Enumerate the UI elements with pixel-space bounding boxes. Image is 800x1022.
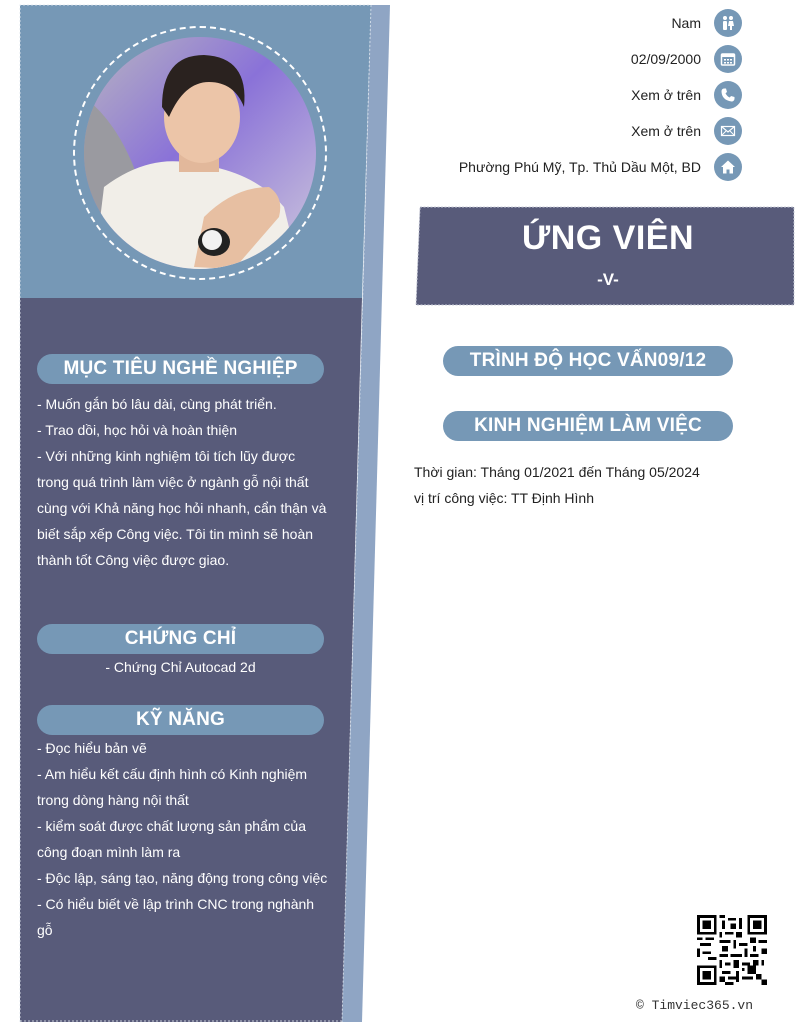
avatar [73,26,327,280]
contact-address [459,152,742,182]
skills-content [37,735,329,943]
objective-content [37,391,329,573]
contact-gender [671,8,742,38]
experience-line: vị trí công việc: TT Định Hình [414,490,594,506]
candidate-name: ỨNG VIÊN [521,219,694,257]
skill-line: - Độc lập, sáng tạo, năng động trong công việc [37,870,328,886]
objective-line: - Muốn gắn bó lâu dài, cùng phát triển. [37,396,277,412]
contact-birthday [631,44,742,74]
mail-icon [714,117,742,145]
objective-line: - Với những kinh nghiệm tôi tích lũy được trong quá trình làm việc ở ngành gỗ nội thất cùng với Khả năng học hỏi nhanh, cẩn thận và biết sắp xếp Công việc. Tôi tin mình sẽ hoàn thành tốt Công việc được giao. [37,448,327,568]
skills-heading: KỸ NĂNG [37,705,324,735]
experience-line: Thời gian: Tháng 01/2021 đến Tháng 05/2024 [414,464,700,480]
phone-icon [714,81,742,109]
skill-line: - Có hiểu biết về lập trình CNC trong nghành gỗ [37,896,315,938]
skill-line: - Đọc hiểu bản vẽ [37,740,147,756]
candidate-position: -V- [597,270,619,289]
objective-line: - Trao dồi, học hỏi và hoàn thiện [37,422,238,438]
qr-code [697,915,767,985]
profile-photo [84,37,316,269]
birthday-value: 02/09/2000 [630,51,701,67]
address-value: Phường Phú Mỹ, Tp. Thủ Dầu Một, BD [458,159,701,175]
calendar-icon [714,45,742,73]
phone-value: Xem ở trên [631,87,701,103]
certificates-heading: CHỨNG CHỈ [37,624,324,654]
certificates-content [37,654,324,680]
contact-email [631,116,742,146]
education-heading: TRÌNH ĐỘ HỌC VẤN09/12 [443,346,733,376]
skill-line: - kiểm soát được chất lượng sản phẩm của công đoạn mình làm ra [37,818,307,860]
objective-heading: MỤC TIÊU NGHỀ NGHIỆP [37,354,324,384]
gender-value: Nam [671,15,701,31]
gender-icon [714,9,742,37]
skill-line: - Am hiểu kết cấu định hình có Kinh nghiệm trong dòng hàng nội thất [37,766,308,808]
experience-content [414,459,700,511]
email-value: Xem ở trên [631,123,701,139]
experience-heading: KINH NGHIỆM LÀM VIỆC [443,411,733,441]
copyright-text: © Timviec365.vn [636,998,754,1013]
contact-phone [631,80,742,110]
certificate-line: - Chứng Chỉ Autocad 2d [105,659,256,675]
home-icon [714,153,742,181]
